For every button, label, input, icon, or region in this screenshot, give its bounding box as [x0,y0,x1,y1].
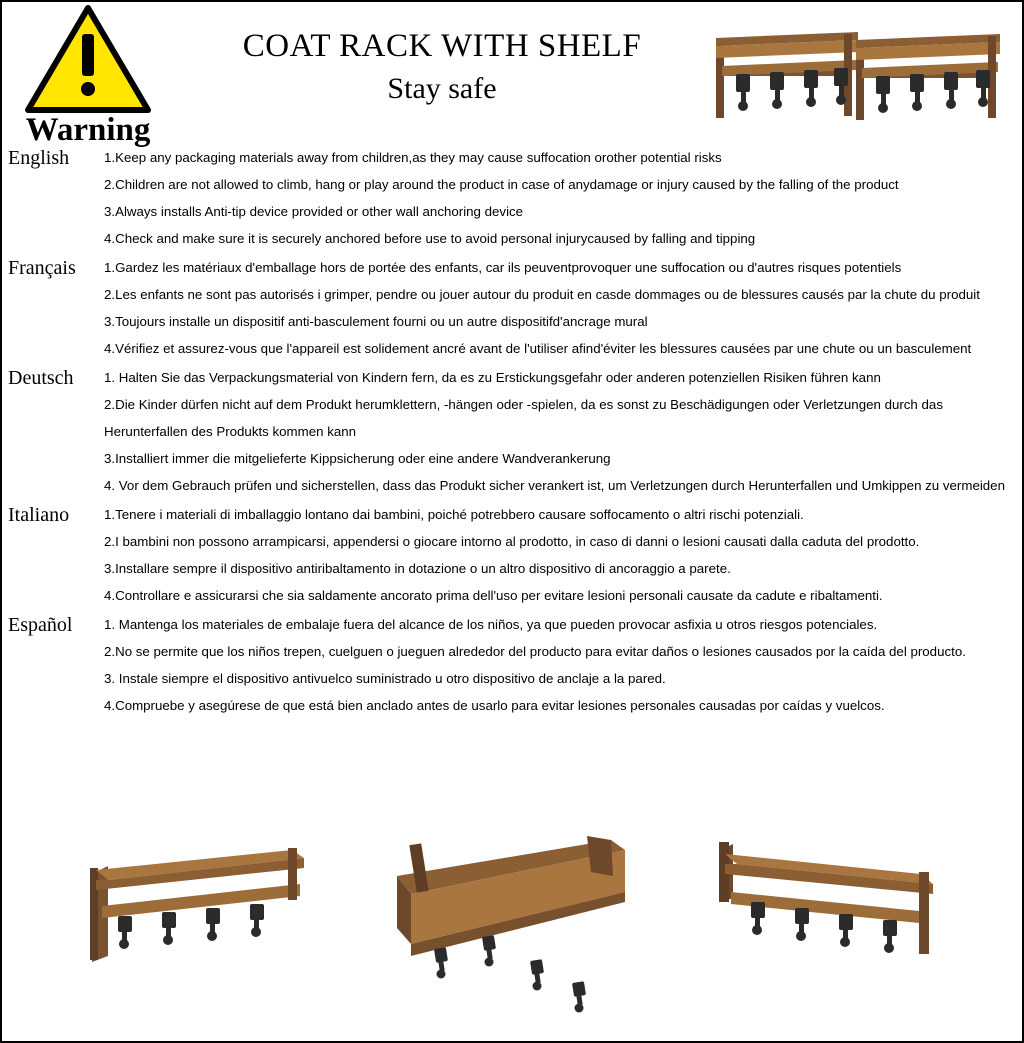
warning-line: 4. Vor dem Gebrauch prüfen und sicherstellen, dass das Produkt sicher verankert ist, um Verletzungen durch Herunterfallen und Umkippen zu vermeiden [104,478,1005,493]
lang-section-italiano [8,501,1012,609]
warning-line: 3.Always installs Anti-tip device provided or other wall anchoring device [104,204,524,219]
warning-line: 1.Gardez les matériaux d'emballage hors de portée des enfants, car ils peuventprovoquer une suffocation ou d'autres risques potentiels [104,260,902,275]
product-image-center [387,836,637,1021]
lang-lines-italiano [104,501,1012,609]
warning-line: 3. Instale siempre el dispositivo antivuelco suministrado u otro dispositivo de anclaje a la pared. [104,671,666,686]
product-image-left [82,836,322,966]
lang-label-espanol: Español [8,614,73,636]
product-image-right [707,836,947,971]
warning-line: 4.Vérifiez et assurez-vous que l'appareil est solidement ancré avant de l'utiliser afind'éviter les blessures causées par une chute ou un basculement [104,341,972,356]
lang-label-deutsch: Deutsch [8,367,74,389]
warning-line: 2.Children are not allowed to climb, hang or play around the product in case of anydamage or injury caused by the falling of the product [104,177,899,192]
warning-line: 2.No se permite que los niños trepen, cuelguen o jueguen alrededor del producto para evitar daños o lesiones causados por la caída del producto. [104,644,966,659]
warning-line: 2.Die Kinder dürfen nicht auf dem Produkt herumklettern, -hängen oder -spielen, da es sonst zu Beschädigungen oder Verletzungen durch das Herunterfallen des Produkts kommen kann [104,397,943,439]
lang-section-english [8,144,1012,252]
lang-lines-francais [104,254,1012,362]
warning-line: 3.Installare sempre il dispositivo antiribaltamento in dotazione o un altro dispositivo di ancoraggio a parete. [104,561,731,576]
warning-line: 4.Check and make sure it is securely anchored before use to avoid personal injurycaused by falling and tipping [104,231,756,246]
lang-label-italiano: Italiano [8,504,70,526]
warning-line: 1. Mantenga los materiales de embalaje fuera del alcance de los niños, ya que pueden provocar asfixia u otros riesgos potenciales. [104,617,878,632]
warning-line: 2.Les enfants ne sont pas autorisés i grimper, pendre ou jouer autour du produit en casde dommages ou de blessures causés par la chute du produit [104,287,980,302]
page-subtitle: Stay safe [387,71,497,105]
warning-label: Warning [25,112,151,148]
lang-label-english: English [8,147,70,169]
title-block [182,28,702,106]
warning-line: 1. Halten Sie das Verpackungsmaterial von Kindern fern, da es zu Erstickungsgefahr oder anderen potenziellen Risiken führen kann [104,370,881,385]
page-title: COAT RACK WITH SHELF [242,28,642,64]
lang-lines-english [104,144,1012,252]
warning-line: 2.I bambini non possono arrampicarsi, appendersi o giocare intorno al prodotto, in caso di danni o lesioni causati dalla caduta del prodotto. [104,534,920,549]
footer-product-images [2,836,1022,1041]
warning-line: 1.Tenere i materiali di imballaggio lontano dai bambini, poiché potrebbero causare soffocamento o altri rischi potenziali. [104,507,804,522]
lang-section-francais [8,254,1012,362]
warning-triangle-icon [24,4,152,116]
warning-text-sections [2,144,1022,719]
header [2,2,1022,148]
warning-line: 3.Toujours installe un dispositif anti-basculement fourni ou un autre dispositifd'ancrage mural [104,314,648,329]
header-product-image [708,18,1008,130]
warning-block [8,4,168,147]
lang-lines-espanol [104,611,1012,719]
lang-section-espanol [8,611,1012,719]
lang-label-francais: Français [8,257,76,279]
warning-line: 4.Controllare e assicurarsi che sia saldamente ancorato prima dell'uso per evitare lesioni personali causate da cadute e ribaltamenti. [104,588,883,603]
lang-lines-deutsch [104,364,1012,499]
warning-line: 3.Installiert immer die mitgelieferte Kippsicherung oder eine andere Wandverankerung [104,451,611,466]
warning-line: 4.Compruebe y asegúrese de que está bien anclado antes de usarlo para evitar lesiones personales causadas por caídas y vuelcos. [104,698,885,713]
warning-line: 1.Keep any packaging materials away from children,as they may cause suffocation orother potential risks [104,150,722,165]
lang-section-deutsch [8,364,1012,499]
